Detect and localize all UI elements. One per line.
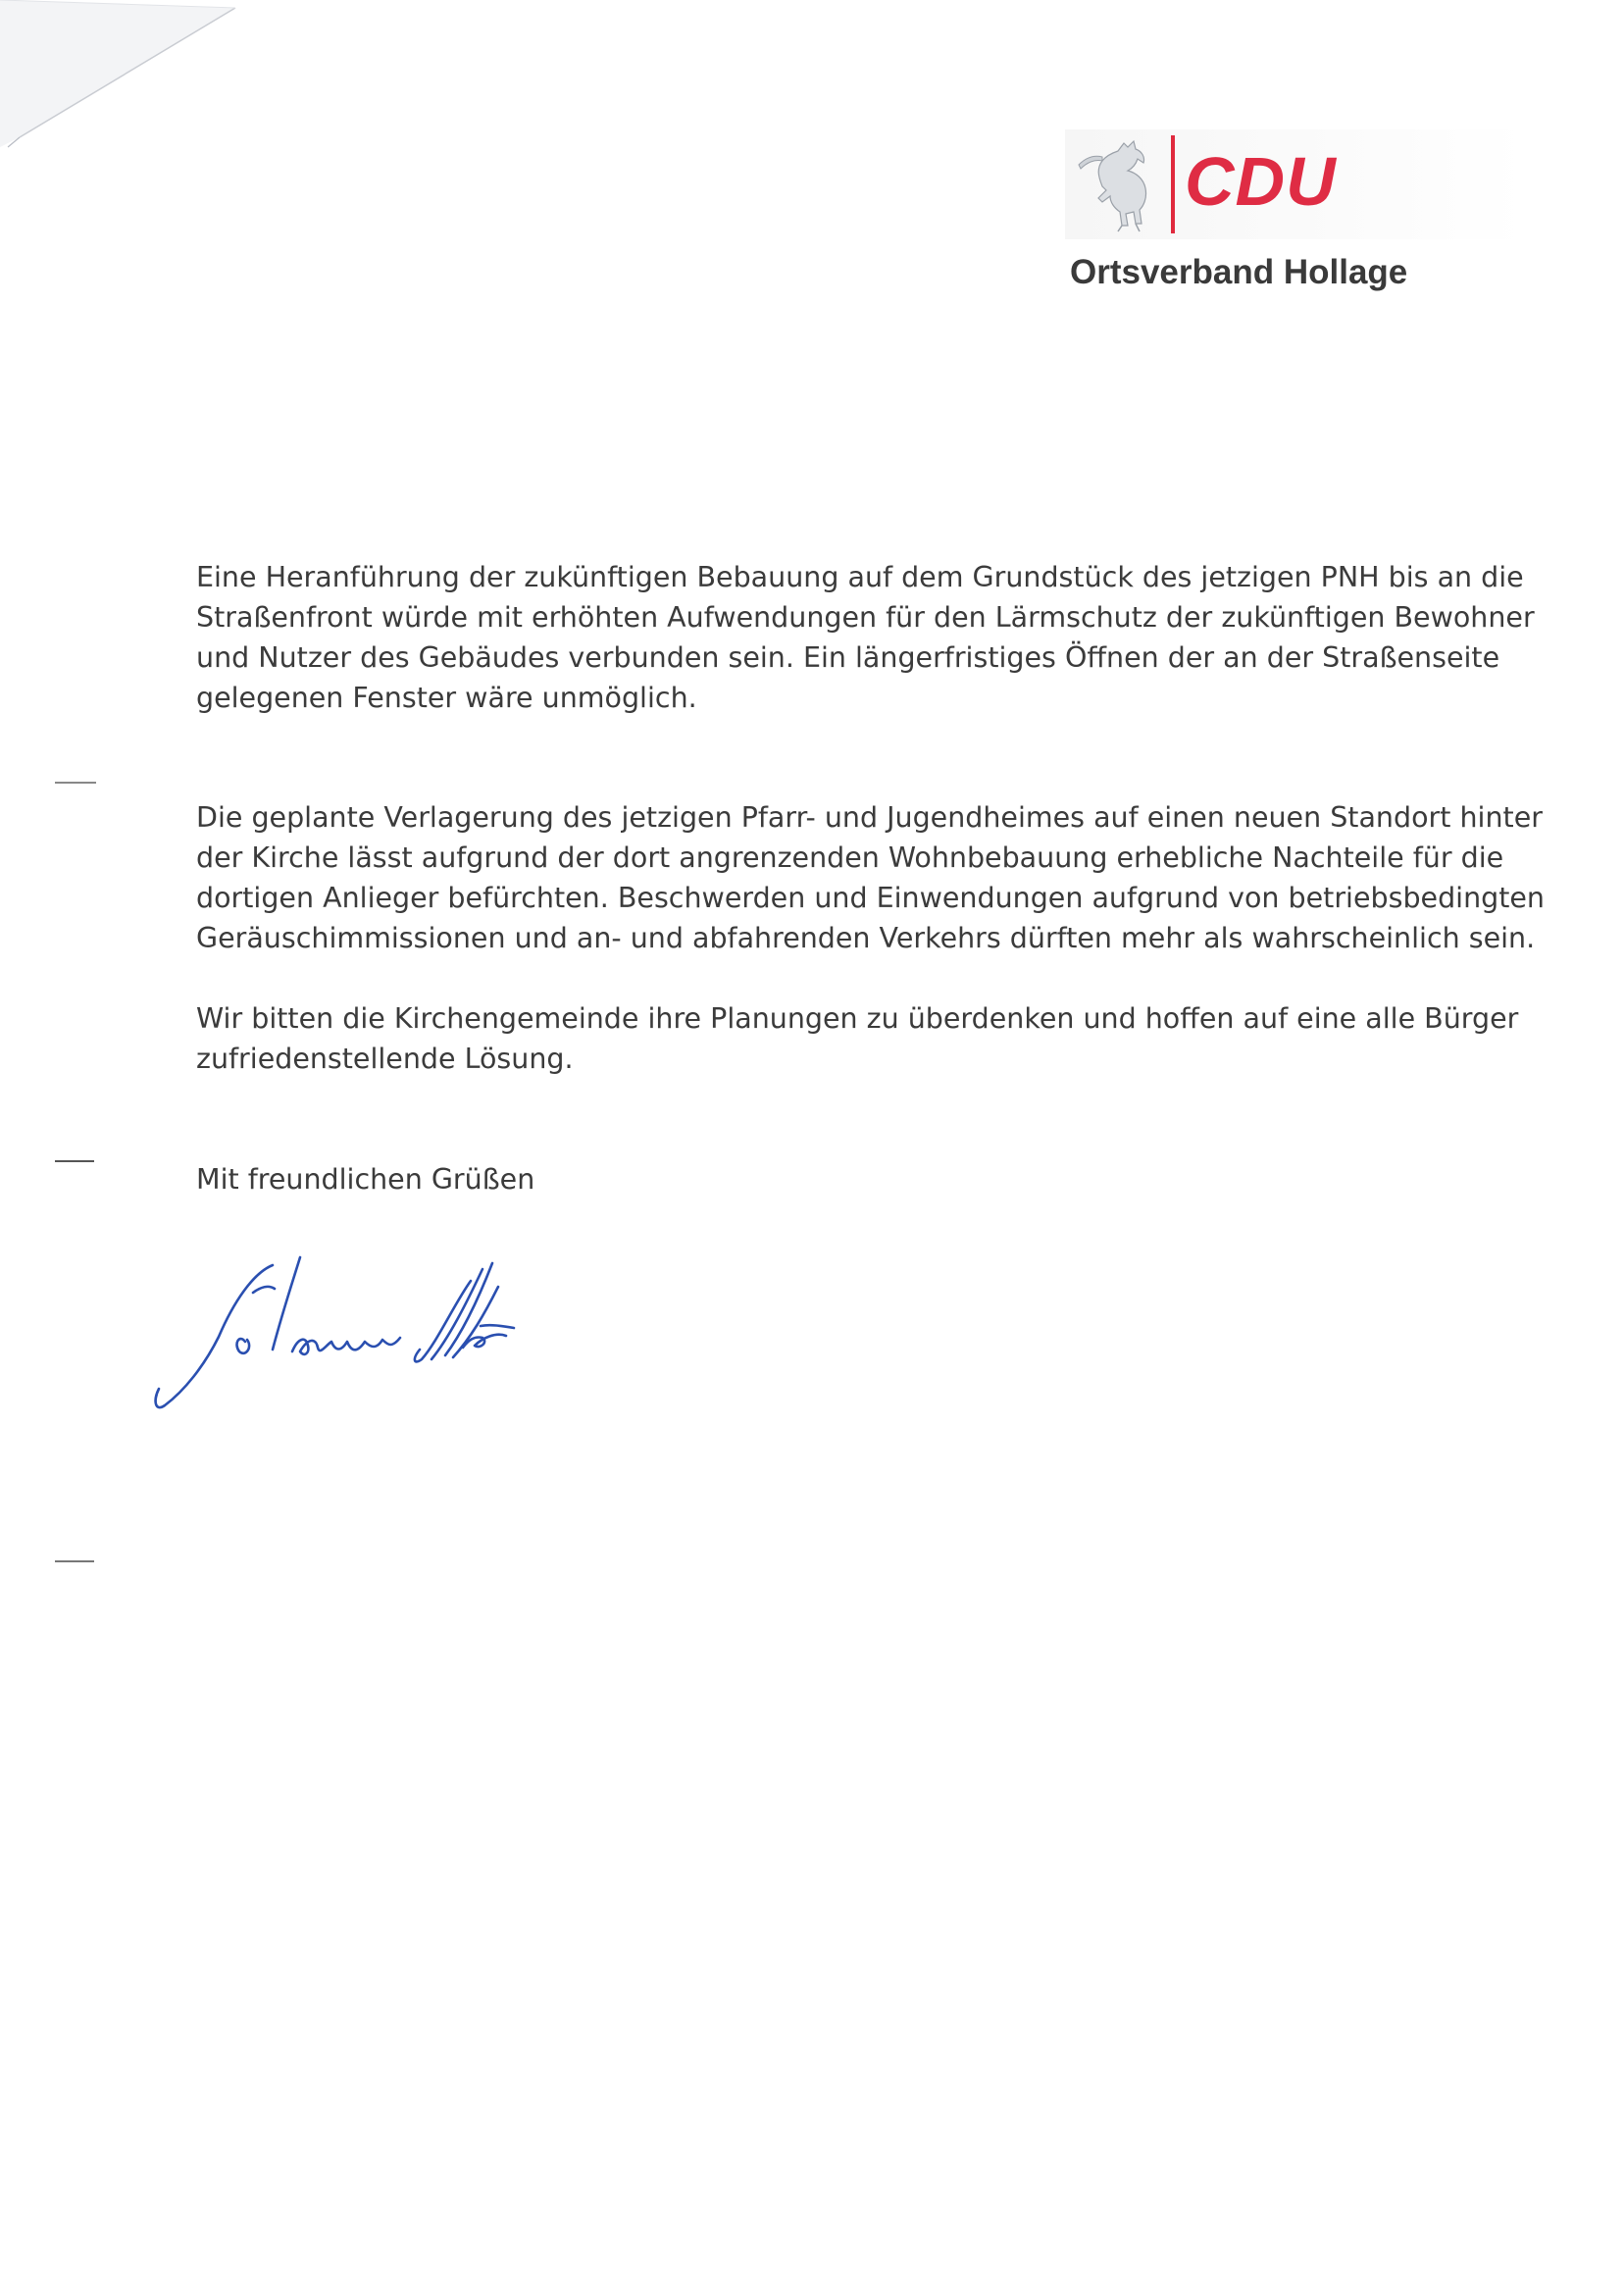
text-line: Straßenfront würde mit erhöhten Aufwendungen für den Lärmschutz der zukünftigen Bewohner: [196, 601, 1535, 634]
paragraph-noise-protection: [196, 557, 1535, 718]
horse-icon: [1073, 129, 1171, 237]
fold-mark: [55, 1160, 94, 1162]
text-line: Die geplante Verlagerung des jetzigen Pfarr- und Jugendheimes auf einen neuen Standort hinter: [196, 801, 1543, 834]
letterhead: [1065, 126, 1526, 322]
letter-body: [196, 557, 1545, 1199]
text-line: gelegenen Fenster wäre unmöglich.: [196, 682, 697, 714]
text-line: und Nutzer des Gebäudes verbunden sein. Ein längerfristiges Öffnen der an der Straßenseite: [196, 641, 1500, 674]
cdu-wordmark: CDU: [1185, 143, 1337, 220]
paragraph-request: [196, 998, 1530, 1079]
text-line: Eine Heranführung der zukünftigen Bebauung auf dem Grundstück des jetzigen PNH bis an die: [196, 561, 1524, 593]
text-line: zufriedenstellende Lösung.: [196, 1043, 574, 1075]
closing-salutation: Mit freundlichen Grüßen: [196, 1163, 535, 1196]
text-line: der Kirche lässt aufgrund der dort angrenzenden Wohnbebauung erhebliche Nachteile für die: [196, 841, 1504, 874]
logo-divider: [1171, 135, 1175, 233]
paragraph-relocation: [196, 797, 1545, 958]
cdu-logo: [1065, 129, 1526, 239]
fold-mark: [55, 782, 96, 784]
text-line: dortigen Anlieger befürchten. Beschwerden und Einwendungen aufgrund von betriebsbedingten: [196, 882, 1545, 914]
folded-corner: [0, 0, 255, 167]
text-line: Geräuschimmissionen und an- und abfahrenden Verkehrs dürften mehr als wahrscheinlich sein.: [196, 922, 1536, 954]
fold-mark: [55, 1560, 94, 1562]
handwritten-signature: [126, 1244, 694, 1420]
organization-name: Ortsverband Hollage: [1070, 253, 1408, 291]
text-line: Wir bitten die Kirchengemeinde ihre Planungen zu überdenken und hoffen auf eine alle Bürger: [196, 1002, 1519, 1035]
